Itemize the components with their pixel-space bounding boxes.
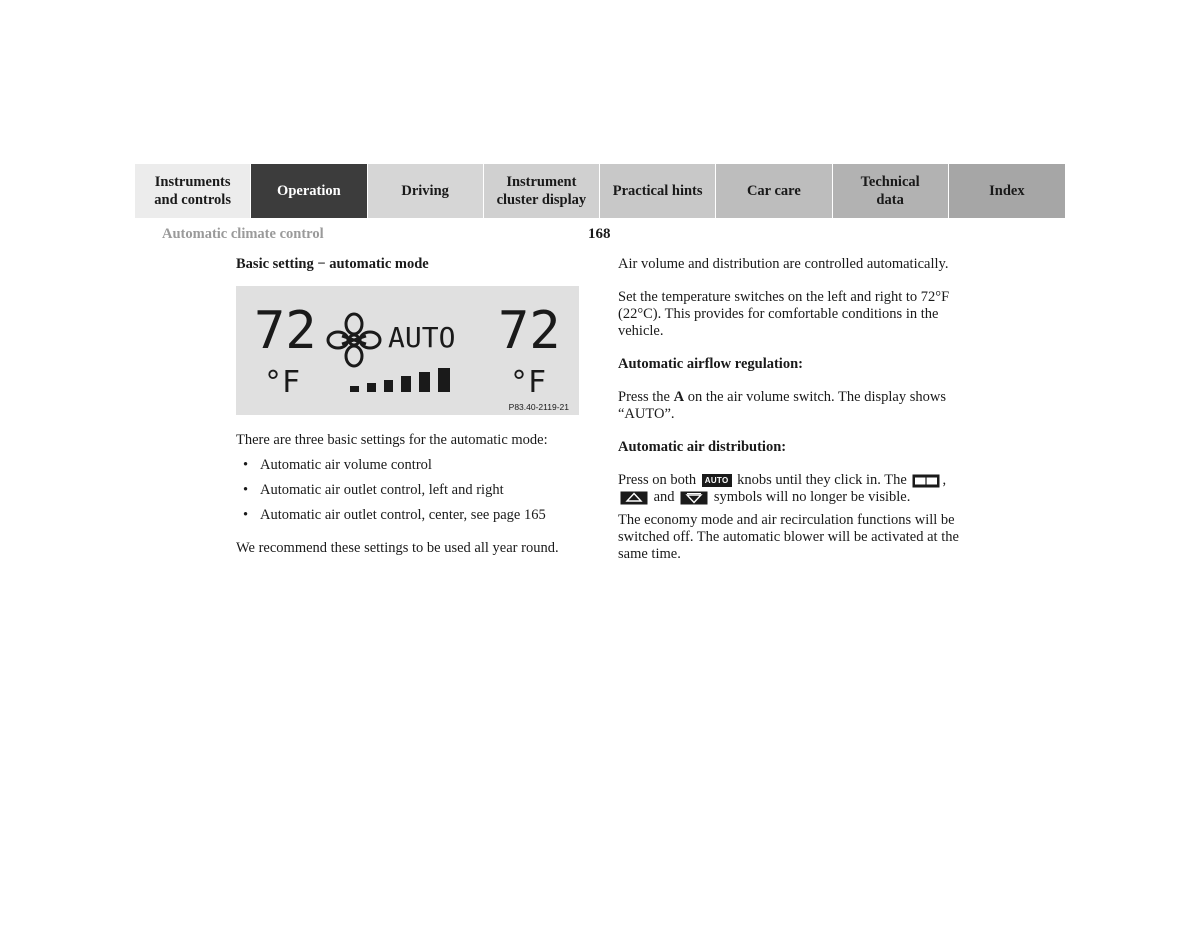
left-temp-readout: 72 <box>254 301 317 361</box>
footwell-down-icon <box>680 491 708 505</box>
tab-practical-hints[interactable]: Practical hints <box>600 164 716 218</box>
text-span: on the air volume switch. The display shows “AUTO”. <box>618 389 946 422</box>
air-distribution-heading: Automatic air distribution: <box>618 439 787 455</box>
auto-mode-readout: AUTO <box>388 321 456 354</box>
auto-control-text: Air volume and distribution are controlled automatically. <box>618 256 949 272</box>
right-column <box>618 256 968 563</box>
tab-operation[interactable]: Operation <box>251 164 367 218</box>
tab-instrument-cluster-display[interactable]: Instrument cluster display <box>484 164 600 218</box>
tab-car-care[interactable]: Car care <box>716 164 832 218</box>
text-span: Press the <box>618 389 674 405</box>
auto-button-icon: AUTO <box>702 474 732 487</box>
blower-level-bars-icon <box>350 368 450 392</box>
section-title: Automatic climate control <box>162 226 324 242</box>
intro-text: There are three basic settings for the automatic mode: <box>236 432 548 448</box>
list-item-text: Automatic air outlet control, center, see page 165 <box>260 507 546 523</box>
windshield-defrost-icon <box>912 474 940 488</box>
list-item <box>236 457 596 474</box>
airflow-regulation-text <box>618 389 968 423</box>
text-span: Press on both <box>618 472 700 488</box>
left-column <box>236 256 596 273</box>
text-span: symbols will no longer be visible. <box>710 489 911 505</box>
tab-driving[interactable]: Driving <box>368 164 484 218</box>
settings-list <box>236 457 596 524</box>
vent-up-icon <box>620 491 648 505</box>
text-span: , <box>942 472 947 488</box>
figure-reference: P83.40-2119-21 <box>508 402 569 412</box>
bullet-mark: • <box>243 482 249 498</box>
right-temp-readout: 72 <box>498 301 561 361</box>
page-number: 168 <box>588 226 611 242</box>
text-span: knobs until they click in. The <box>733 472 911 488</box>
bold-a-label: A <box>673 389 685 405</box>
section-tabs <box>135 164 1065 218</box>
bullet-mark: • <box>243 507 249 523</box>
list-item-text: Automatic air volume control <box>260 457 432 473</box>
left-body <box>236 432 596 557</box>
climate-display-figure <box>236 286 579 415</box>
right-unit-readout: °F <box>510 365 547 400</box>
air-distribution-text <box>618 472 968 506</box>
temperature-setting-text: Set the temperature switches on the left and right to 72°F (22°C). This provides for comfortable conditions in the vehicle. <box>618 289 950 339</box>
climate-display-graphic <box>236 286 579 415</box>
left-unit-readout: °F <box>264 365 301 400</box>
recommendation-text: We recommend these settings to be used all year round. <box>236 540 559 556</box>
tab-technical-data[interactable]: Technical data <box>833 164 949 218</box>
text-span: and <box>650 489 679 505</box>
tab-index[interactable]: Index <box>949 164 1065 218</box>
tab-instruments-and-controls[interactable]: Instruments and controls <box>135 164 251 218</box>
airflow-regulation-heading: Automatic airflow regulation: <box>618 356 803 372</box>
list-item-text: Automatic air outlet control, left and right <box>260 482 504 498</box>
list-item <box>236 482 596 499</box>
bullet-mark: • <box>243 457 249 473</box>
list-item <box>236 507 596 524</box>
economy-mode-text: The economy mode and air recirculation functions will be switched off. The automatic blower will be activated at the same time. <box>618 512 959 562</box>
fan-icon <box>328 314 380 366</box>
basic-setting-heading: Basic setting − automatic mode <box>236 256 429 272</box>
